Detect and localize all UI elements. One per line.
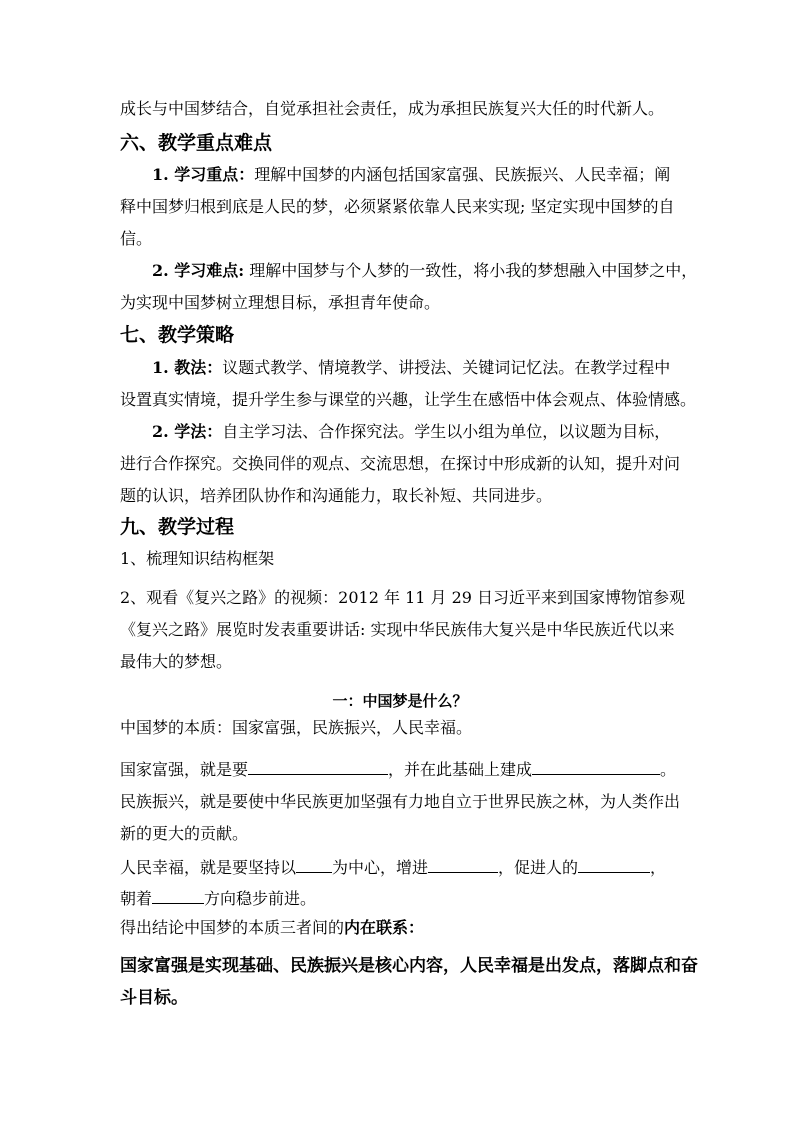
- focus-line-2: 释中国梦归根到底是人民的梦，必须紧紧依靠人民来实现; 坚定实现中国梦的自: [120, 197, 675, 216]
- nation-line-2: 新的更大的贡献。: [120, 824, 249, 843]
- final-line-2: 斗目标。: [120, 988, 188, 1008]
- nation-line-1: 民族振兴，就是要使中华民族更加坚强有力地自立于世界民族之林，为人类作出: [120, 792, 681, 811]
- difficulty-label: 2. 学习难点:: [152, 261, 245, 280]
- focus-line-3: 信。: [120, 229, 153, 248]
- blank-4[interactable]: [428, 856, 498, 873]
- final-line-1: 国家富强是实现基础、民族振兴是核心内容，人民幸福是出发点，落脚点和奋: [120, 956, 698, 976]
- focus-line-1: [152, 164, 670, 186]
- learn-line-2: 进行合作探究。交换同伴的观点、交流思想，在探讨中形成新的认知，提升对问: [120, 454, 681, 473]
- teach-line-1: [152, 357, 670, 379]
- conclusion-line: [120, 917, 424, 939]
- fill2-text-d: ，: [650, 858, 667, 877]
- conclusion-bold: 内在联系：: [344, 918, 425, 937]
- heading-process: 九、教学过程: [120, 516, 235, 538]
- blank-1[interactable]: [248, 758, 388, 775]
- step-1: 1、梳理知识结构框架: [120, 549, 275, 568]
- fill3-text-b: 方向稳步前进。: [204, 889, 317, 908]
- blank-5[interactable]: [578, 856, 650, 873]
- focus-label: 1. 学习重点：: [152, 165, 255, 184]
- teach-text-1: 议题式教学、情境教学、讲授法、关键词记忆法。在教学过程中: [222, 358, 671, 377]
- learn-text-1: 自主学习法、合作探究法。学生以小组为单位，以议题为目标，: [222, 422, 671, 441]
- blank-6[interactable]: [152, 887, 204, 904]
- step-2-line-1: 2、观看《复兴之路》的视频：2012 年 11 月 29 日习近平来到国家博物馆参观: [120, 588, 686, 607]
- fill-line-2: [120, 856, 666, 879]
- heading-strategy: 七、教学策略: [120, 324, 235, 346]
- fill1-text-b: ，并在此基础上建成: [388, 760, 533, 779]
- teach-label: 1. 教法：: [152, 358, 223, 377]
- learn-label: 2. 学法：: [152, 422, 223, 441]
- heading-key-points: 六、教学重点难点: [120, 132, 273, 154]
- step-2-line-3: 最伟大的梦想。: [120, 652, 233, 671]
- conclusion-text: 得出结论中国梦的本质三者间的: [120, 918, 345, 937]
- fill1-text-c: 。: [660, 760, 677, 779]
- blank-2[interactable]: [532, 758, 660, 775]
- fill2-text-a: 人民幸福，就是要坚持以: [120, 858, 297, 877]
- learn-line-3: 题的认识，培养团队协作和沟通能力，取长补短、共同进步。: [120, 486, 553, 505]
- fill2-text-c: ，促进人的: [498, 858, 579, 877]
- fill-line-3: [120, 887, 316, 910]
- learn-line-1: [152, 421, 670, 443]
- focus-text-1: 理解中国梦的内涵包括国家富强、民族振兴、人民幸福；阐: [254, 165, 671, 184]
- difficulty-line-1: [152, 260, 697, 282]
- section-title: 一：中国梦是什么？: [332, 692, 468, 710]
- blank-3[interactable]: [296, 856, 332, 873]
- essence-line: 中国梦的本质：国家富强，民族振兴，人民幸福。: [120, 718, 473, 737]
- difficulty-text-1: 理解中国梦与个人梦的一致性，将小我的梦想融入中国梦之中，: [244, 261, 698, 280]
- teach-line-2: 设置真实情境，提升学生参与课堂的兴趣，让学生在感悟中体会观点、体验情感。: [120, 390, 697, 409]
- step-2-line-2: 《复兴之路》展览时发表重要讲话: 实现中华民族伟大复兴是中华民族近代以来: [120, 620, 675, 639]
- fill3-text-a: 朝着: [120, 889, 153, 908]
- fill-line-1: [120, 758, 676, 781]
- fill1-text-a: 国家富强，就是要: [120, 760, 249, 779]
- intro-paragraph: 成长与中国梦结合，自觉承担社会责任，成为承担民族复兴大任的时代新人。: [120, 99, 665, 118]
- fill2-text-b: 为中心，增进: [332, 858, 429, 877]
- difficulty-line-2: 为实现中国梦树立理想目标，承担青年使命。: [120, 293, 441, 312]
